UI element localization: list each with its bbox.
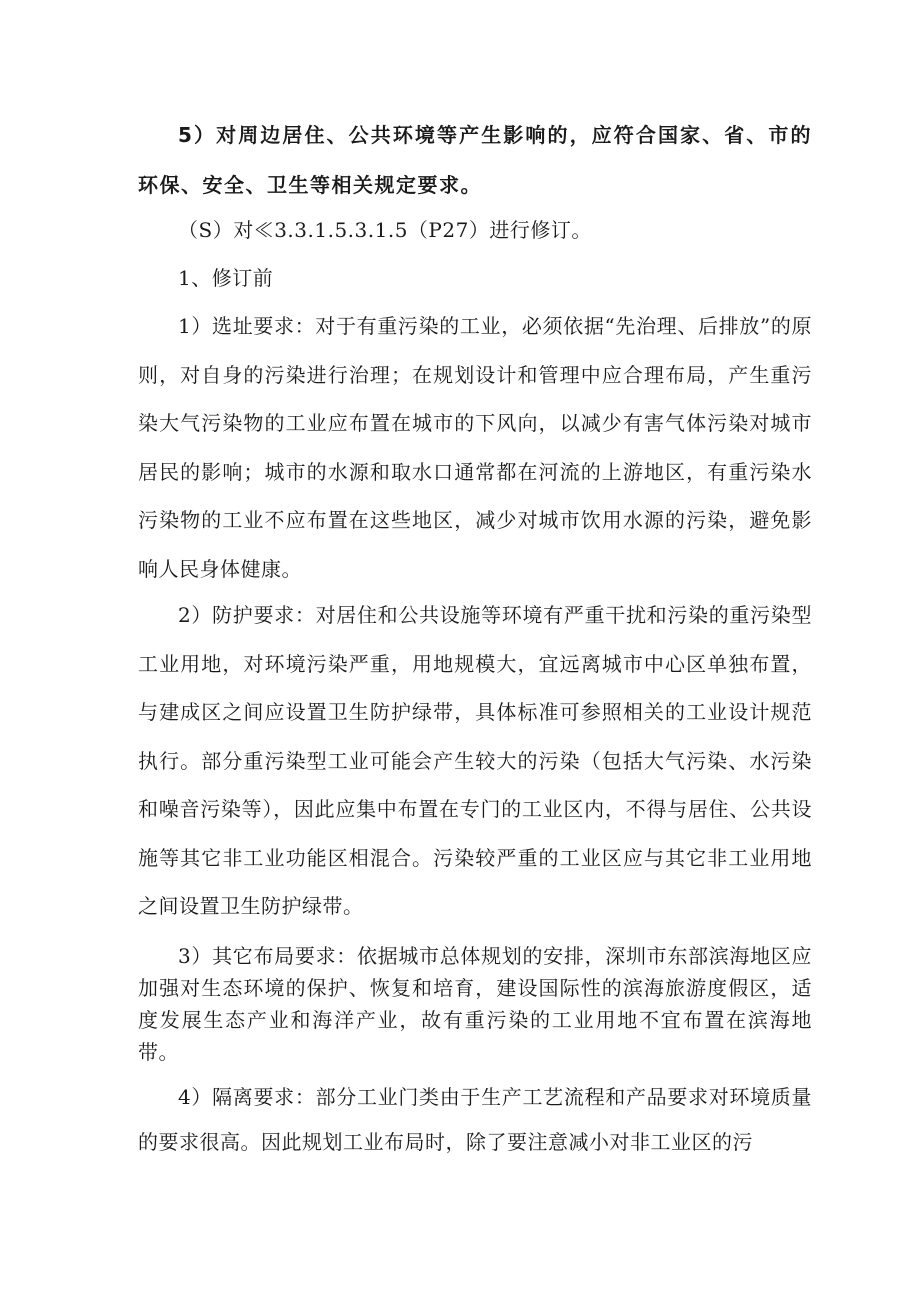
paragraph-before-revision: 1、修订前	[178, 266, 274, 290]
paragraph-revision-note: （S）对≪3.3.1.5.3.1.5（P27）进行修订。	[178, 218, 592, 242]
paragraph-item-2: 2）防护要求：对居住和公共设施等环境有严重干扰和污染的重污染型工业用地，对环境污染严重，用地规模大，宜远离城市中心区单独布置，与建成区之间应设置卫生防护绿带，具体标准可参照相关的工业设计规范执行。部分重污染型工业可能会产生较大的污染（包括大气污染、水污染和噪音污染等），因此应集中布置在专门的工业区内，不得与居住、公共设施等其它非工业功能区相混合。污染较严重的工业区应与其它非工业用地之间设置卫生防护绿带。	[138, 603, 812, 918]
paragraph-item-5: 5）对周边居住、公共环境等产生影响的，应符合国家、省、市的环保、安全、卫生等相关规定要求。	[138, 123, 812, 197]
paragraph-item-1: 1）选址要求：对于有重污染的工业，必须依据“先治理、后排放”的原则，对自身的污染进行治理；在规划设计和管理中应合理布局，产生重污染大气污染物的工业应布置在城市的下风向，以减少有害气体污染对城市居民的影响；城市的水源和取水口通常都在河流的上游地区，有重污染水污染物的工业不应布置在这些地区，减少对城市饮用水源的污染，避免影响人民身体健康。	[138, 314, 812, 581]
paragraph-item-4: 4）隔离要求：部分工业门类由于生产工艺流程和产品要求对环境质量的要求很高。因此规划工业布局时，除了要注意减小对非工业区的污	[138, 1085, 812, 1154]
paragraph-item-3: 3）其它布局要求：依据城市总体规划的安排，深圳市东部滨海地区应加强对生态环境的保护、恢复和培育，建设国际性的滨海旅游度假区，适度发展生态产业和海洋产业，故有重污染的工业用地不宜布置在滨海地带。	[138, 944, 812, 1064]
